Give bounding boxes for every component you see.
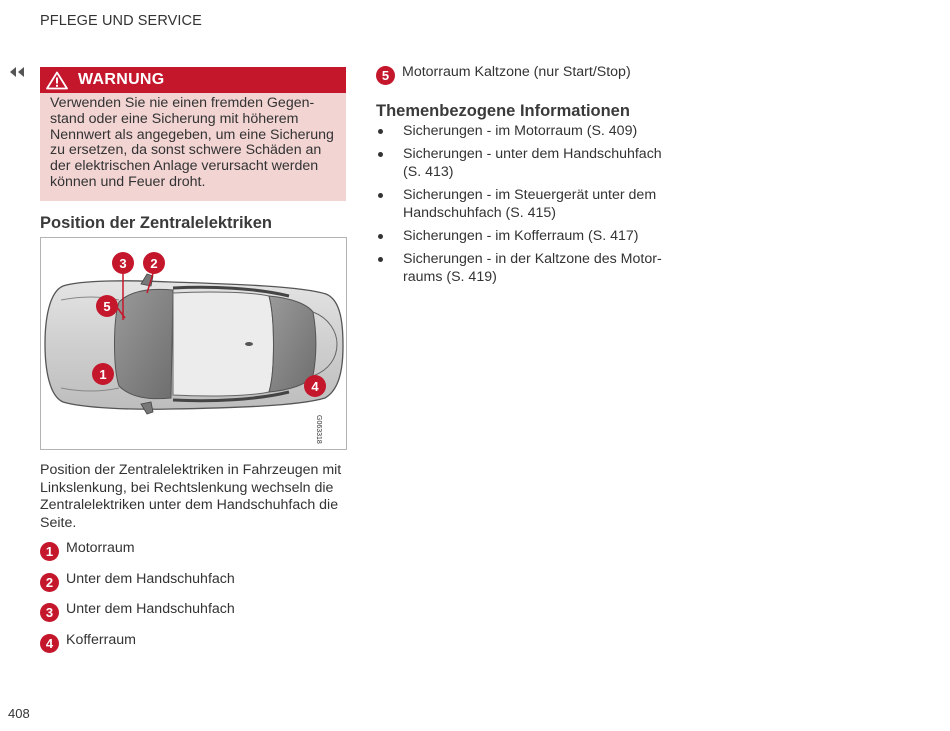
related-heading: Themenbezogene Informationen [376, 102, 630, 120]
number-badge: 2 [40, 573, 59, 592]
bullet-dot [378, 193, 383, 198]
warning-line: können und Feuer droht. [50, 173, 206, 190]
related-link-text[interactable]: (S. 413) [403, 164, 454, 180]
list-item [40, 632, 136, 653]
list-item-label: Kofferraum [66, 632, 136, 648]
list-item [40, 571, 235, 592]
callout-1 [92, 363, 114, 385]
figure-caption [40, 462, 350, 533]
svg-text:4: 4 [311, 379, 319, 394]
number-badge: 5 [376, 66, 395, 85]
warning-line: zu ersetzen, da sonst schwere Schäden an [50, 142, 322, 159]
list-item-label: Motorraum [66, 540, 135, 556]
svg-text:3: 3 [119, 256, 127, 271]
related-link-text[interactable]: Sicherungen - im Motorraum (S. 409) [403, 123, 638, 139]
warning-header [40, 67, 346, 93]
warning-title: WARNUNG [78, 71, 165, 88]
car-diagram-figure [40, 237, 347, 450]
caption-line: Zentralelektriken unter dem Handschuhfach die [40, 497, 339, 514]
related-link-text[interactable]: Sicherungen - unter dem Handschuhfach [403, 146, 662, 162]
related-link-text[interactable]: raums (S. 419) [403, 269, 497, 285]
number-badge: 1 [40, 542, 59, 561]
warning-box [40, 67, 346, 201]
callout-3 [112, 252, 134, 274]
list-item [376, 64, 631, 85]
svg-text:2: 2 [150, 256, 158, 271]
callout-5 [96, 295, 118, 317]
car-top-view-illustration [41, 238, 348, 451]
double-chevron-left-icon[interactable] [8, 66, 26, 78]
figure-code: G063318 [315, 415, 322, 444]
list-item-label: Unter dem Handschuhfach [66, 571, 235, 587]
callout-4 [304, 375, 326, 397]
warning-line: der elektrischen Anlage verursacht werden [50, 158, 319, 175]
caption-line: Seite. [40, 515, 77, 532]
callout-2 [143, 252, 165, 274]
list-item-label: Motorraum Kaltzone (nur Start/Stop) [402, 64, 631, 80]
related-link-text[interactable]: Handschuhfach (S. 415) [403, 205, 557, 221]
section-heading: Position der Zentralelektriken [40, 214, 272, 232]
bullet-dot [378, 152, 383, 157]
warning-line: stand oder eine Sicherung mit höherem [50, 110, 299, 127]
warning-line: Verwenden Sie nie einen fremden Gegen- [50, 95, 315, 111]
related-link-text[interactable]: Sicherungen - in der Kaltzone des Motor- [403, 251, 662, 267]
list-item [40, 601, 235, 622]
list-item-label: Unter dem Handschuhfach [66, 601, 235, 617]
svg-text:1: 1 [99, 367, 107, 382]
bullet-dot [378, 257, 383, 262]
svg-text:5: 5 [103, 299, 111, 314]
caption-line: Position der Zentralelektriken in Fahrzeugen mit [40, 462, 342, 478]
related-link-text[interactable]: Sicherungen - im Steuergerät unter dem [403, 187, 657, 203]
bullet-dot [378, 129, 383, 134]
bullet-dot [378, 234, 383, 239]
caption-line: Linkslenkung, bei Rechtslenkung wechseln die [40, 479, 334, 496]
number-badge: 4 [40, 634, 59, 653]
warning-triangle-icon [46, 71, 68, 90]
list-item [40, 540, 135, 561]
page-number: 408 [8, 706, 30, 721]
warning-text [40, 93, 346, 191]
section-header: PFLEGE UND SERVICE [40, 13, 202, 29]
number-badge: 3 [40, 603, 59, 622]
warning-line: Nennwert als angegeben, um eine Sicherung [50, 126, 334, 143]
related-link-text[interactable]: Sicherungen - im Kofferraum (S. 417) [403, 228, 639, 244]
